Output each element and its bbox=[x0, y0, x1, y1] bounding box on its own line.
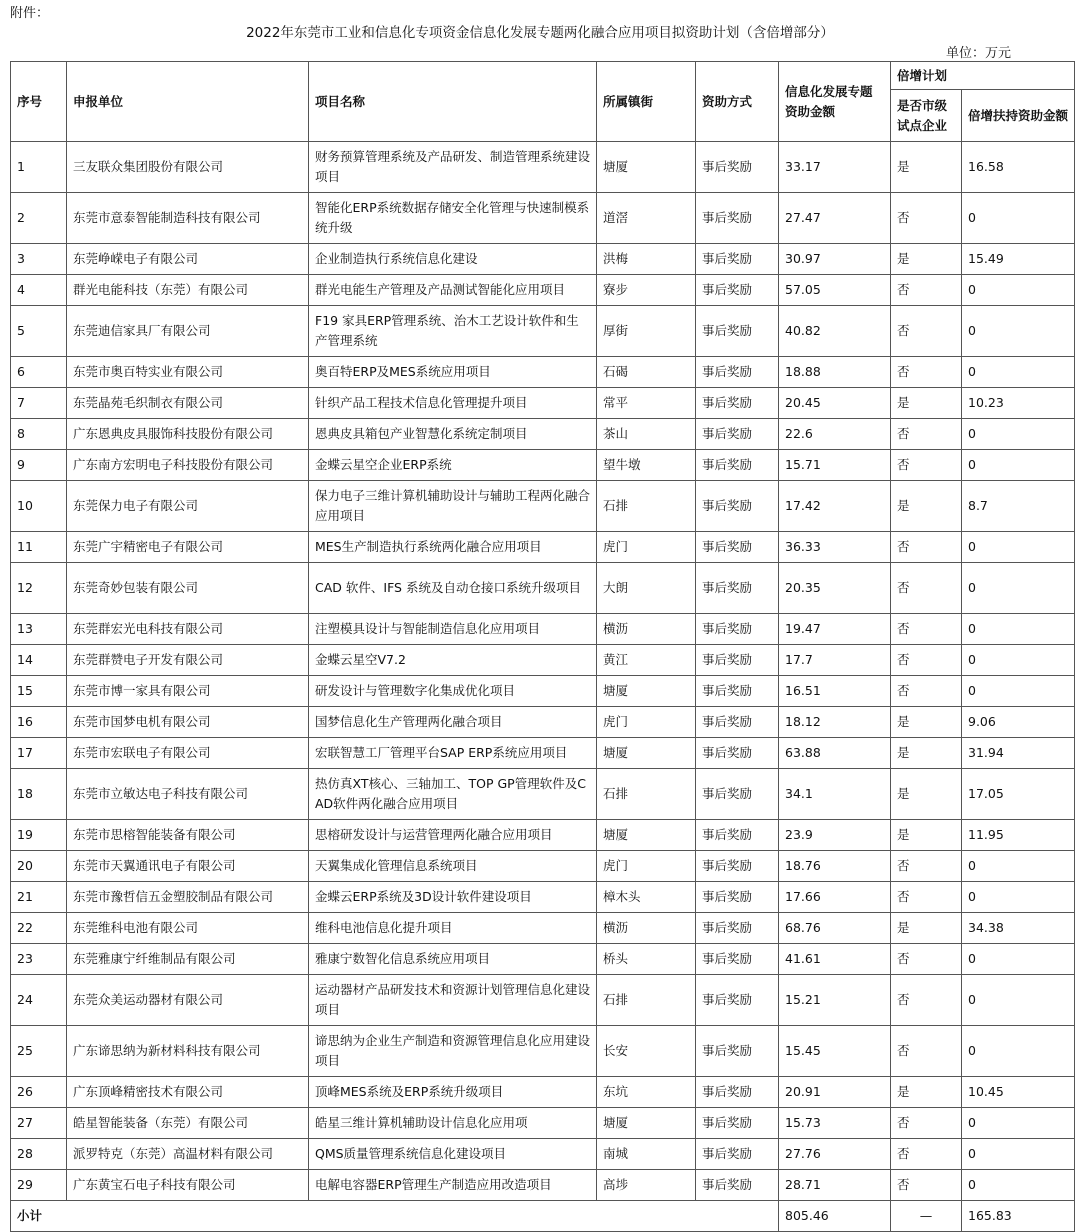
row-method: 事后奖励 bbox=[696, 193, 779, 244]
row-pilot: 是 bbox=[891, 244, 962, 275]
total-pilot: — bbox=[891, 1201, 962, 1232]
col-header-unit: 申报单位 bbox=[67, 62, 309, 142]
row-town: 石排 bbox=[597, 975, 696, 1026]
row-project: 奥百特ERP及MES系统应用项目 bbox=[309, 357, 597, 388]
row-double-amount: 0 bbox=[962, 944, 1075, 975]
row-method: 事后奖励 bbox=[696, 1026, 779, 1077]
total-double-amount: 165.83 bbox=[962, 1201, 1075, 1232]
row-method: 事后奖励 bbox=[696, 1139, 779, 1170]
row-project: 注塑模具设计与智能制造信息化应用项目 bbox=[309, 614, 597, 645]
row-double-amount: 8.7 bbox=[962, 481, 1075, 532]
table-row bbox=[11, 1108, 1075, 1139]
table-row bbox=[11, 532, 1075, 563]
row-seq: 7 bbox=[11, 388, 67, 419]
row-project: 运动器材产品研发技术和资源计划管理信息化建设项目 bbox=[309, 975, 597, 1026]
row-project: 财务预算管理系统及产品研发、制造管理系统建设项目 bbox=[309, 142, 597, 193]
row-town: 虎门 bbox=[597, 851, 696, 882]
row-seq: 24 bbox=[11, 975, 67, 1026]
row-unit: 派罗特克（东莞）高温材料有限公司 bbox=[67, 1139, 309, 1170]
row-town: 黄江 bbox=[597, 645, 696, 676]
row-method: 事后奖励 bbox=[696, 738, 779, 769]
row-unit: 东莞市意泰智能制造科技有限公司 bbox=[67, 193, 309, 244]
col-header-pilot: 是否市级试点企业 bbox=[891, 90, 962, 142]
row-method: 事后奖励 bbox=[696, 1170, 779, 1201]
row-pilot: 是 bbox=[891, 820, 962, 851]
row-method: 事后奖励 bbox=[696, 563, 779, 614]
row-seq: 3 bbox=[11, 244, 67, 275]
row-pilot: 否 bbox=[891, 614, 962, 645]
row-town: 虎门 bbox=[597, 532, 696, 563]
table-row bbox=[11, 193, 1075, 244]
row-seq: 21 bbox=[11, 882, 67, 913]
row-unit: 东莞雅康宁纤维制品有限公司 bbox=[67, 944, 309, 975]
row-double-amount: 15.49 bbox=[962, 244, 1075, 275]
row-town: 横沥 bbox=[597, 913, 696, 944]
row-double-amount: 10.23 bbox=[962, 388, 1075, 419]
col-header-seq: 序号 bbox=[11, 62, 67, 142]
row-double-amount: 0 bbox=[962, 1026, 1075, 1077]
row-amount: 15.71 bbox=[779, 450, 891, 481]
row-seq: 17 bbox=[11, 738, 67, 769]
row-town: 横沥 bbox=[597, 614, 696, 645]
row-unit: 东莞市博一家具有限公司 bbox=[67, 676, 309, 707]
col-header-amount: 信息化发展专题资助金额 bbox=[779, 62, 891, 142]
row-amount: 41.61 bbox=[779, 944, 891, 975]
row-amount: 40.82 bbox=[779, 306, 891, 357]
row-seq: 6 bbox=[11, 357, 67, 388]
row-pilot: 是 bbox=[891, 769, 962, 820]
row-double-amount: 0 bbox=[962, 532, 1075, 563]
row-double-amount: 16.58 bbox=[962, 142, 1075, 193]
row-amount: 15.73 bbox=[779, 1108, 891, 1139]
row-method: 事后奖励 bbox=[696, 1108, 779, 1139]
row-unit: 东莞市天翼通讯电子有限公司 bbox=[67, 851, 309, 882]
row-unit: 东莞群赞电子开发有限公司 bbox=[67, 645, 309, 676]
row-method: 事后奖励 bbox=[696, 707, 779, 738]
row-method: 事后奖励 bbox=[696, 676, 779, 707]
col-header-project: 项目名称 bbox=[309, 62, 597, 142]
row-amount: 22.6 bbox=[779, 419, 891, 450]
row-double-amount: 11.95 bbox=[962, 820, 1075, 851]
table-row bbox=[11, 769, 1075, 820]
table-row bbox=[11, 244, 1075, 275]
row-project: 雅康宁数智化信息系统应用项目 bbox=[309, 944, 597, 975]
table-row bbox=[11, 944, 1075, 975]
attachment-label: 附件： bbox=[10, 6, 50, 21]
row-town: 虎门 bbox=[597, 707, 696, 738]
row-town: 长安 bbox=[597, 1026, 696, 1077]
row-amount: 28.71 bbox=[779, 1170, 891, 1201]
row-unit: 东莞迪信家具厂有限公司 bbox=[67, 306, 309, 357]
row-unit: 东莞群宏光电科技有限公司 bbox=[67, 614, 309, 645]
row-amount: 18.12 bbox=[779, 707, 891, 738]
row-project: 针织产品工程技术信息化管理提升项目 bbox=[309, 388, 597, 419]
row-amount: 17.42 bbox=[779, 481, 891, 532]
row-double-amount: 0 bbox=[962, 645, 1075, 676]
row-amount: 15.21 bbox=[779, 975, 891, 1026]
table-row bbox=[11, 851, 1075, 882]
row-double-amount: 10.45 bbox=[962, 1077, 1075, 1108]
row-project: MES生产制造执行系统两化融合应用项目 bbox=[309, 532, 597, 563]
row-pilot: 否 bbox=[891, 563, 962, 614]
row-unit: 广东南方宏明电子科技股份有限公司 bbox=[67, 450, 309, 481]
row-double-amount: 0 bbox=[962, 450, 1075, 481]
row-seq: 23 bbox=[11, 944, 67, 975]
table-row bbox=[11, 676, 1075, 707]
row-method: 事后奖励 bbox=[696, 419, 779, 450]
table-row bbox=[11, 738, 1075, 769]
row-seq: 20 bbox=[11, 851, 67, 882]
row-seq: 9 bbox=[11, 450, 67, 481]
row-pilot: 是 bbox=[891, 707, 962, 738]
row-double-amount: 0 bbox=[962, 975, 1075, 1026]
row-project: 金蝶云星空V7.2 bbox=[309, 645, 597, 676]
row-unit: 东莞维科电池有限公司 bbox=[67, 913, 309, 944]
row-double-amount: 0 bbox=[962, 419, 1075, 450]
row-double-amount: 0 bbox=[962, 563, 1075, 614]
row-double-amount: 0 bbox=[962, 1170, 1075, 1201]
row-unit: 广东黄宝石电子科技有限公司 bbox=[67, 1170, 309, 1201]
row-double-amount: 17.05 bbox=[962, 769, 1075, 820]
row-pilot: 否 bbox=[891, 676, 962, 707]
row-town: 塘厦 bbox=[597, 676, 696, 707]
row-town: 厚街 bbox=[597, 306, 696, 357]
row-project: 宏联智慧工厂管理平台SAP ERP系统应用项目 bbox=[309, 738, 597, 769]
row-method: 事后奖励 bbox=[696, 944, 779, 975]
row-double-amount: 0 bbox=[962, 275, 1075, 306]
row-unit: 广东恩典皮具服饰科技股份有限公司 bbox=[67, 419, 309, 450]
row-project: CAD 软件、IFS 系统及自动仓接口系统升级项目 bbox=[309, 563, 597, 614]
row-town: 塘厦 bbox=[597, 1108, 696, 1139]
row-method: 事后奖励 bbox=[696, 275, 779, 306]
row-project: 电解电容器ERP管理生产制造应用改造项目 bbox=[309, 1170, 597, 1201]
row-pilot: 否 bbox=[891, 1026, 962, 1077]
row-town: 石排 bbox=[597, 769, 696, 820]
row-project: 顶峰MES系统及ERP系统升级项目 bbox=[309, 1077, 597, 1108]
row-pilot: 否 bbox=[891, 1108, 962, 1139]
row-method: 事后奖励 bbox=[696, 142, 779, 193]
row-project: 群光电能生产管理及产品测试智能化应用项目 bbox=[309, 275, 597, 306]
row-unit: 东莞奇妙包装有限公司 bbox=[67, 563, 309, 614]
row-pilot: 是 bbox=[891, 142, 962, 193]
row-amount: 34.1 bbox=[779, 769, 891, 820]
row-double-amount: 34.38 bbox=[962, 913, 1075, 944]
row-seq: 8 bbox=[11, 419, 67, 450]
row-amount: 33.17 bbox=[779, 142, 891, 193]
row-town: 塘厦 bbox=[597, 738, 696, 769]
row-seq: 26 bbox=[11, 1077, 67, 1108]
row-seq: 10 bbox=[11, 481, 67, 532]
table-row bbox=[11, 645, 1075, 676]
row-pilot: 否 bbox=[891, 944, 962, 975]
row-method: 事后奖励 bbox=[696, 388, 779, 419]
row-unit: 东莞峥嵘电子有限公司 bbox=[67, 244, 309, 275]
row-pilot: 否 bbox=[891, 357, 962, 388]
row-project: 保力电子三维计算机辅助设计与辅助工程两化融合应用项目 bbox=[309, 481, 597, 532]
row-pilot: 否 bbox=[891, 851, 962, 882]
row-pilot: 是 bbox=[891, 1077, 962, 1108]
row-seq: 25 bbox=[11, 1026, 67, 1077]
table-row bbox=[11, 1077, 1075, 1108]
row-double-amount: 0 bbox=[962, 357, 1075, 388]
row-seq: 28 bbox=[11, 1139, 67, 1170]
row-method: 事后奖励 bbox=[696, 357, 779, 388]
row-amount: 18.88 bbox=[779, 357, 891, 388]
row-unit: 东莞市立敏达电子科技有限公司 bbox=[67, 769, 309, 820]
row-town: 石排 bbox=[597, 481, 696, 532]
row-town: 大朗 bbox=[597, 563, 696, 614]
row-amount: 27.47 bbox=[779, 193, 891, 244]
total-label: 小计 bbox=[11, 1201, 779, 1232]
row-town: 洪梅 bbox=[597, 244, 696, 275]
row-town: 桥头 bbox=[597, 944, 696, 975]
row-unit: 东莞众美运动器材有限公司 bbox=[67, 975, 309, 1026]
row-amount: 18.76 bbox=[779, 851, 891, 882]
table-row bbox=[11, 820, 1075, 851]
table-row bbox=[11, 142, 1075, 193]
table-row bbox=[11, 563, 1075, 614]
table-row bbox=[11, 1026, 1075, 1077]
row-unit: 东莞晶苑毛织制衣有限公司 bbox=[67, 388, 309, 419]
row-unit: 东莞市国梦电机有限公司 bbox=[67, 707, 309, 738]
row-pilot: 否 bbox=[891, 1170, 962, 1201]
row-amount: 36.33 bbox=[779, 532, 891, 563]
row-project: 谛思纳为企业生产制造和资源管理信息化应用建设项目 bbox=[309, 1026, 597, 1077]
row-unit: 皓星智能装备（东莞）有限公司 bbox=[67, 1108, 309, 1139]
row-method: 事后奖励 bbox=[696, 1077, 779, 1108]
row-seq: 5 bbox=[11, 306, 67, 357]
row-amount: 68.76 bbox=[779, 913, 891, 944]
col-header-double-amount: 倍增扶持资助金额 bbox=[962, 90, 1075, 142]
row-seq: 11 bbox=[11, 532, 67, 563]
row-seq: 19 bbox=[11, 820, 67, 851]
row-unit: 东莞保力电子有限公司 bbox=[67, 481, 309, 532]
row-method: 事后奖励 bbox=[696, 820, 779, 851]
row-town: 常平 bbox=[597, 388, 696, 419]
row-method: 事后奖励 bbox=[696, 450, 779, 481]
row-amount: 63.88 bbox=[779, 738, 891, 769]
row-double-amount: 0 bbox=[962, 882, 1075, 913]
table-row bbox=[11, 614, 1075, 645]
row-seq: 2 bbox=[11, 193, 67, 244]
row-seq: 22 bbox=[11, 913, 67, 944]
row-project: 金蝶云ERP系统及3D设计软件建设项目 bbox=[309, 882, 597, 913]
row-project: 金蝶云星空企业ERP系统 bbox=[309, 450, 597, 481]
row-amount: 27.76 bbox=[779, 1139, 891, 1170]
row-method: 事后奖励 bbox=[696, 851, 779, 882]
row-unit: 东莞市奥百特实业有限公司 bbox=[67, 357, 309, 388]
row-double-amount: 31.94 bbox=[962, 738, 1075, 769]
row-project: QMS质量管理系统信息化建设项目 bbox=[309, 1139, 597, 1170]
row-double-amount: 0 bbox=[962, 1139, 1075, 1170]
row-method: 事后奖励 bbox=[696, 913, 779, 944]
row-amount: 17.7 bbox=[779, 645, 891, 676]
row-double-amount: 0 bbox=[962, 676, 1075, 707]
row-double-amount: 0 bbox=[962, 193, 1075, 244]
row-method: 事后奖励 bbox=[696, 481, 779, 532]
row-town: 寮步 bbox=[597, 275, 696, 306]
row-method: 事后奖励 bbox=[696, 645, 779, 676]
row-project: 国梦信息化生产管理两化融合项目 bbox=[309, 707, 597, 738]
table-row bbox=[11, 275, 1075, 306]
row-method: 事后奖励 bbox=[696, 306, 779, 357]
row-double-amount: 0 bbox=[962, 1108, 1075, 1139]
row-seq: 13 bbox=[11, 614, 67, 645]
row-project: 思榕研发设计与运营管理两化融合应用项目 bbox=[309, 820, 597, 851]
row-seq: 14 bbox=[11, 645, 67, 676]
row-pilot: 否 bbox=[891, 975, 962, 1026]
row-project: 智能化ERP系统数据存储安全化管理与快速制模系统升级 bbox=[309, 193, 597, 244]
table-body bbox=[11, 142, 1075, 1201]
col-header-method: 资助方式 bbox=[696, 62, 779, 142]
table-row bbox=[11, 306, 1075, 357]
row-method: 事后奖励 bbox=[696, 975, 779, 1026]
table-row bbox=[11, 1139, 1075, 1170]
row-town: 石碣 bbox=[597, 357, 696, 388]
row-amount: 17.66 bbox=[779, 882, 891, 913]
row-pilot: 否 bbox=[891, 419, 962, 450]
funding-table bbox=[10, 61, 1075, 1232]
row-project: 皓星三维计算机辅助设计信息化应用项 bbox=[309, 1108, 597, 1139]
row-unit: 东莞广宇精密电子有限公司 bbox=[67, 532, 309, 563]
row-unit: 三友联众集团股份有限公司 bbox=[67, 142, 309, 193]
row-pilot: 否 bbox=[891, 645, 962, 676]
row-pilot: 否 bbox=[891, 275, 962, 306]
row-pilot: 否 bbox=[891, 1139, 962, 1170]
row-amount: 20.91 bbox=[779, 1077, 891, 1108]
row-amount: 19.47 bbox=[779, 614, 891, 645]
row-project: 恩典皮具箱包产业智慧化系统定制项目 bbox=[309, 419, 597, 450]
row-amount: 57.05 bbox=[779, 275, 891, 306]
row-pilot: 否 bbox=[891, 532, 962, 563]
row-town: 茶山 bbox=[597, 419, 696, 450]
row-unit: 广东顶峰精密技术有限公司 bbox=[67, 1077, 309, 1108]
row-double-amount: 0 bbox=[962, 614, 1075, 645]
row-method: 事后奖励 bbox=[696, 614, 779, 645]
col-header-town: 所属镇街 bbox=[597, 62, 696, 142]
row-town: 东坑 bbox=[597, 1077, 696, 1108]
col-header-double-plan: 倍增计划 bbox=[891, 62, 1075, 90]
total-row bbox=[11, 1201, 1075, 1232]
row-project: 研发设计与管理数字化集成优化项目 bbox=[309, 676, 597, 707]
row-method: 事后奖励 bbox=[696, 244, 779, 275]
document-title: 2022年东莞市工业和信息化专项资金信息化发展专题两化融合应用项目拟资助计划（含倍增部分） bbox=[246, 25, 834, 41]
row-town: 高埗 bbox=[597, 1170, 696, 1201]
row-method: 事后奖励 bbox=[696, 532, 779, 563]
row-town: 道滘 bbox=[597, 193, 696, 244]
row-seq: 4 bbox=[11, 275, 67, 306]
row-unit: 东莞市思榕智能装备有限公司 bbox=[67, 820, 309, 851]
table-row bbox=[11, 419, 1075, 450]
row-seq: 16 bbox=[11, 707, 67, 738]
row-unit: 广东谛思纳为新材料科技有限公司 bbox=[67, 1026, 309, 1077]
row-pilot: 是 bbox=[891, 913, 962, 944]
row-town: 樟木头 bbox=[597, 882, 696, 913]
row-unit: 群光电能科技（东莞）有限公司 bbox=[67, 275, 309, 306]
table-row bbox=[11, 975, 1075, 1026]
row-seq: 29 bbox=[11, 1170, 67, 1201]
row-pilot: 是 bbox=[891, 388, 962, 419]
total-amount: 805.46 bbox=[779, 1201, 891, 1232]
row-seq: 15 bbox=[11, 676, 67, 707]
row-pilot: 否 bbox=[891, 306, 962, 357]
row-seq: 12 bbox=[11, 563, 67, 614]
table-row bbox=[11, 450, 1075, 481]
table-row bbox=[11, 357, 1075, 388]
row-seq: 1 bbox=[11, 142, 67, 193]
row-project: 企业制造执行系统信息化建设 bbox=[309, 244, 597, 275]
row-town: 南城 bbox=[597, 1139, 696, 1170]
table-row bbox=[11, 1170, 1075, 1201]
table-row bbox=[11, 707, 1075, 738]
table-row bbox=[11, 388, 1075, 419]
row-double-amount: 0 bbox=[962, 851, 1075, 882]
row-project: 热仿真XT核心、三轴加工、TOP GP管理软件及CAD软件两化融合应用项目 bbox=[309, 769, 597, 820]
row-town: 塘厦 bbox=[597, 820, 696, 851]
row-pilot: 否 bbox=[891, 882, 962, 913]
table-row bbox=[11, 882, 1075, 913]
row-pilot: 否 bbox=[891, 193, 962, 244]
row-amount: 20.45 bbox=[779, 388, 891, 419]
row-project: 维科电池信息化提升项目 bbox=[309, 913, 597, 944]
row-amount: 30.97 bbox=[779, 244, 891, 275]
row-unit: 东莞市豫哲信五金塑胶制品有限公司 bbox=[67, 882, 309, 913]
row-method: 事后奖励 bbox=[696, 882, 779, 913]
row-unit: 东莞市宏联电子有限公司 bbox=[67, 738, 309, 769]
row-project: 天翼集成化管理信息系统项目 bbox=[309, 851, 597, 882]
row-amount: 16.51 bbox=[779, 676, 891, 707]
row-amount: 20.35 bbox=[779, 563, 891, 614]
row-pilot: 是 bbox=[891, 481, 962, 532]
row-double-amount: 9.06 bbox=[962, 707, 1075, 738]
row-double-amount: 0 bbox=[962, 306, 1075, 357]
unit-label: 单位：万元 bbox=[946, 46, 1012, 61]
row-seq: 27 bbox=[11, 1108, 67, 1139]
row-seq: 18 bbox=[11, 769, 67, 820]
row-pilot: 否 bbox=[891, 450, 962, 481]
table-row bbox=[11, 481, 1075, 532]
row-method: 事后奖励 bbox=[696, 769, 779, 820]
row-town: 塘厦 bbox=[597, 142, 696, 193]
row-town: 望牛墩 bbox=[597, 450, 696, 481]
row-amount: 23.9 bbox=[779, 820, 891, 851]
table-row bbox=[11, 913, 1075, 944]
row-amount: 15.45 bbox=[779, 1026, 891, 1077]
row-project: F19 家具ERP管理系统、治木工艺设计软件和生产管理系统 bbox=[309, 306, 597, 357]
row-pilot: 是 bbox=[891, 738, 962, 769]
